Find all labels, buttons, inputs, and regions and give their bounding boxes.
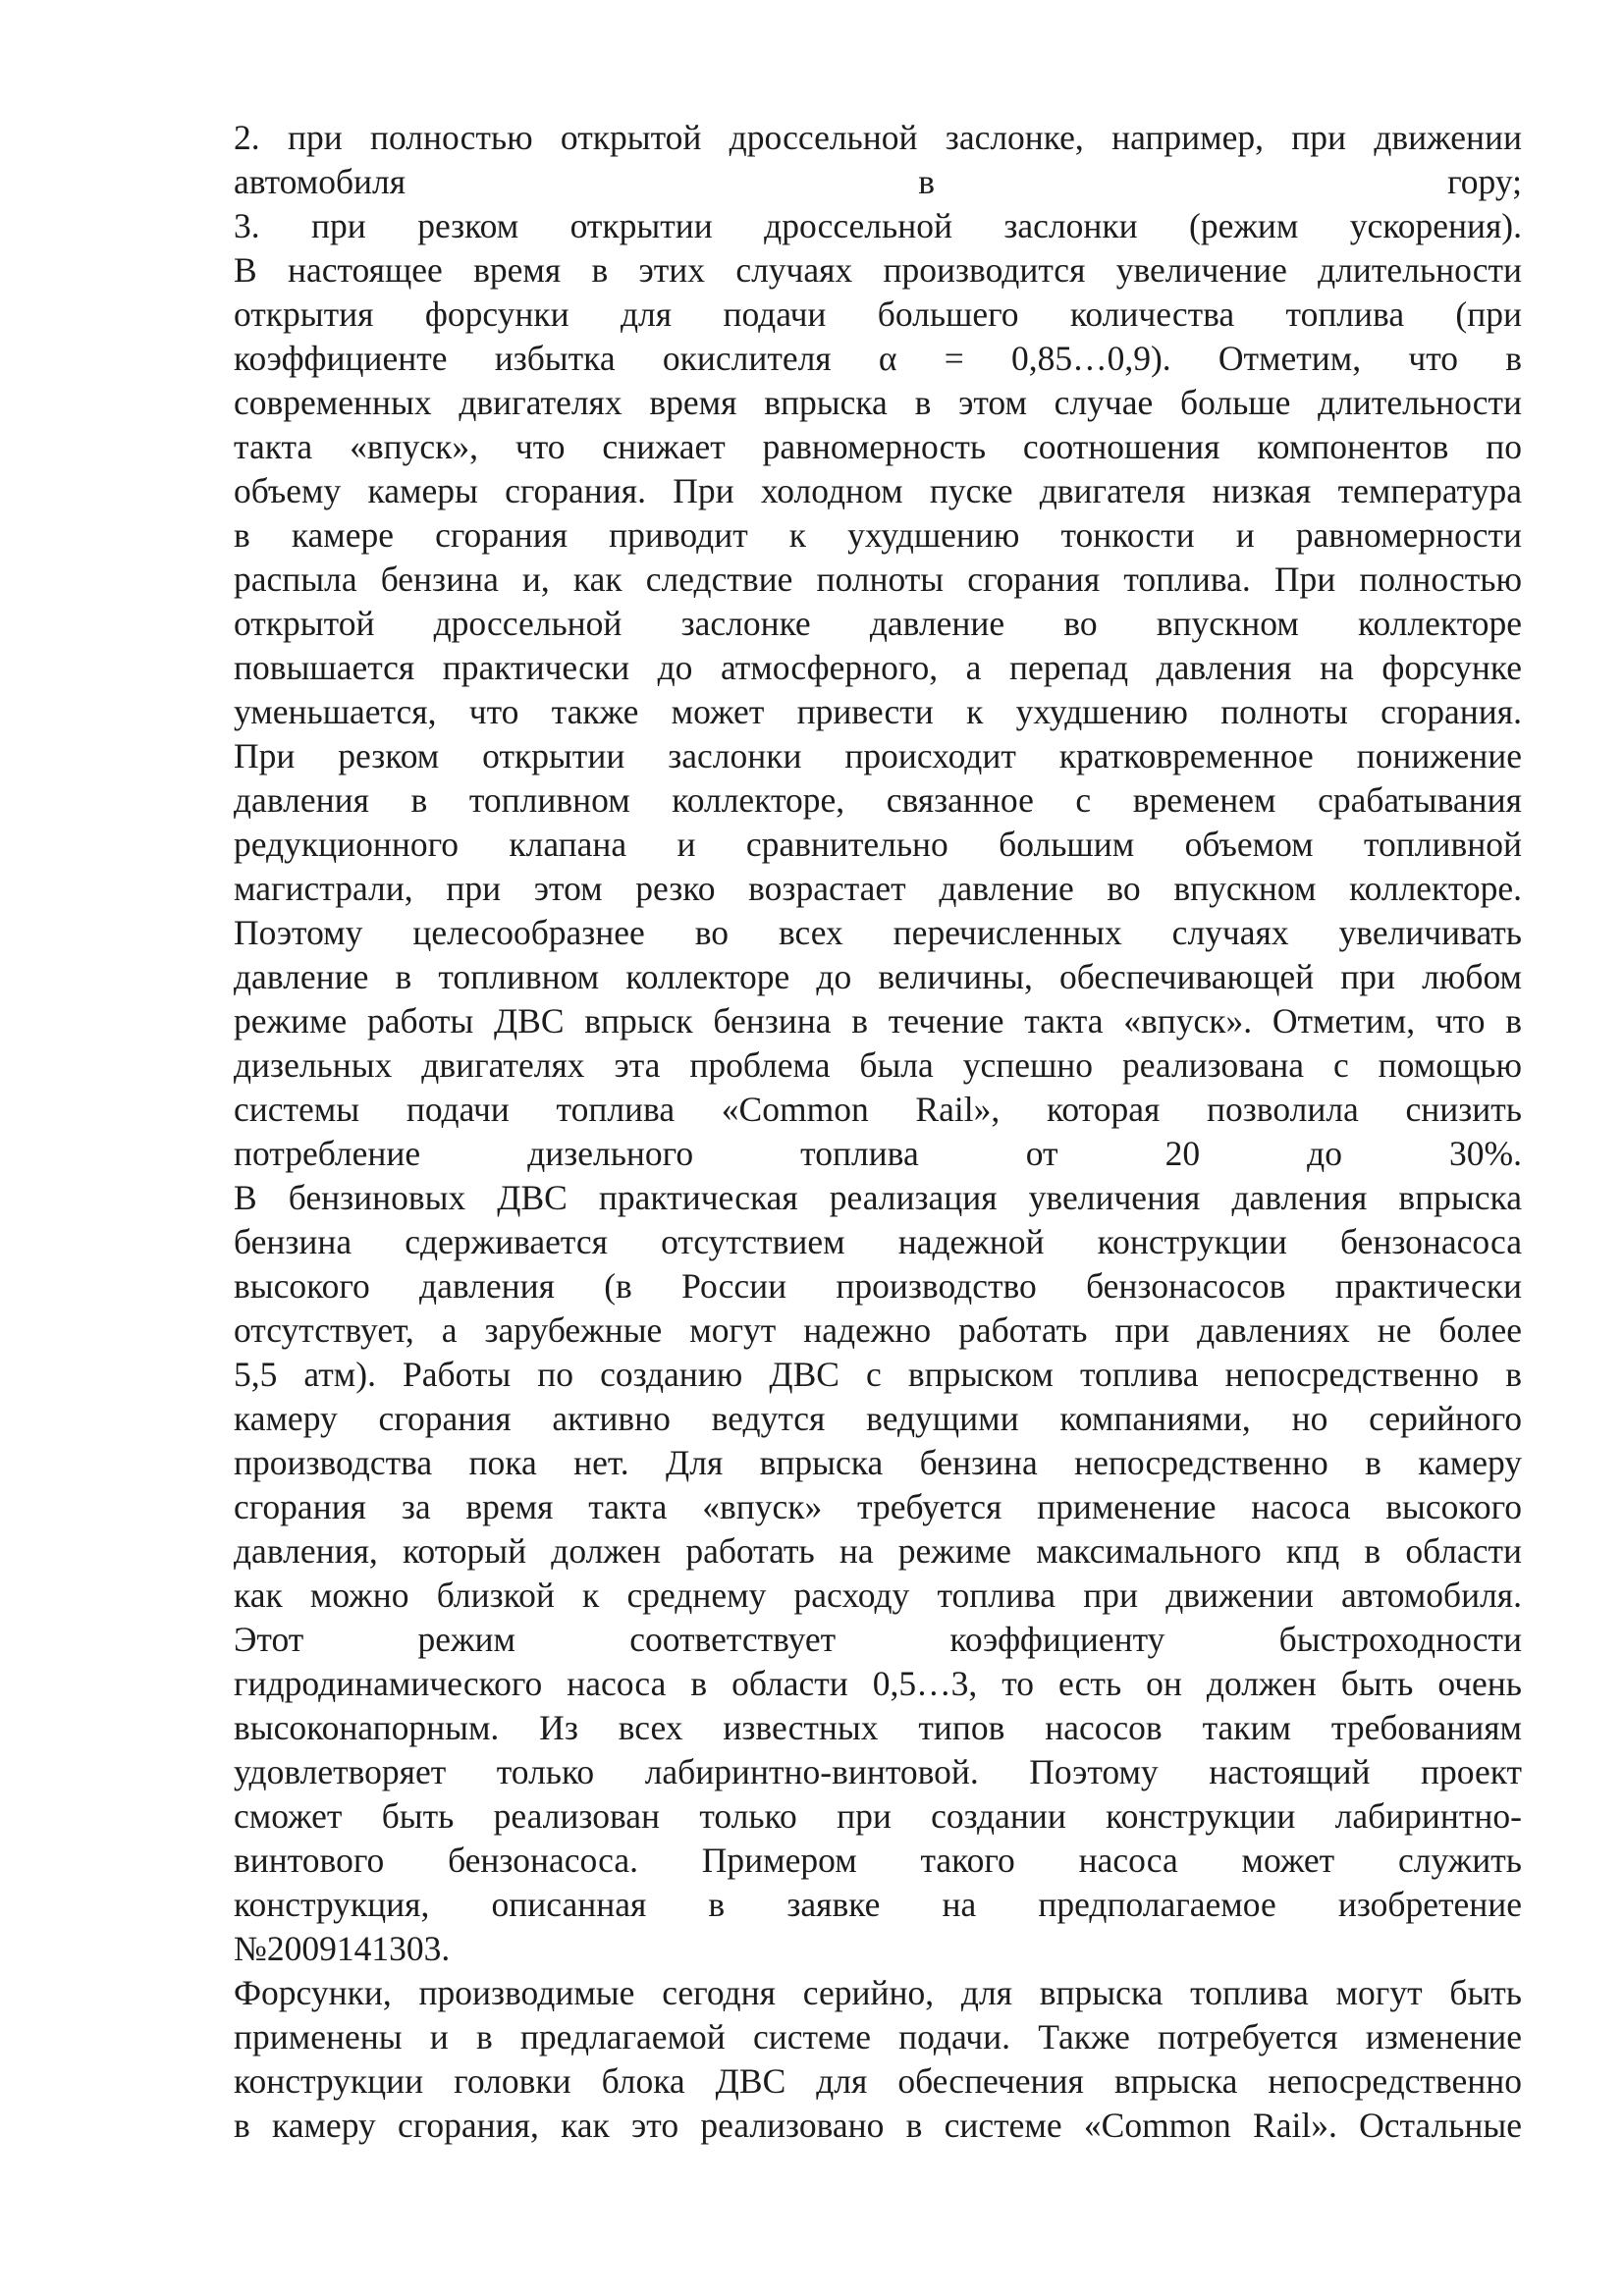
text-line: Поэтому целесообразнее во всех перечисленных случаях увеличивать — [234, 913, 1522, 952]
text-line: гидродинамического насоса в области 0,5…3, то есть он должен быть очень — [234, 1664, 1522, 1703]
text-line: высоконапорным. Из всех известных типов насосов таким требованиям — [234, 1708, 1522, 1747]
text-line: такта «впуск», что снижает равномерность соотношения компонентов по — [234, 427, 1522, 466]
text-line: давления, который должен работать на режиме максимального кпд в области — [234, 1531, 1522, 1571]
text-line: в камере сгорания приводит к ухудшению тонкости и равномерности — [234, 515, 1522, 555]
text-line: как можно близкой к среднему расходу топлива при движении автомобиля. — [234, 1575, 1522, 1615]
text-line: открытия форсунки для подачи большего количества топлива (при — [234, 294, 1522, 334]
text-line: распыла бензина и, как следствие полноты сгорания топлива. При полностью — [234, 560, 1522, 599]
text-line: системы подачи топлива «Common Rail», которая позволила снизить — [234, 1090, 1522, 1129]
text-line: сгорания за время такта «впуск» требуется применение насоса высокого — [234, 1487, 1522, 1526]
text-line: режиме работы ДВС впрыск бензина в течение такта «впуск». Отметим, что в — [234, 1001, 1522, 1041]
text-line: конструкция, описанная в заявке на предполагаемое изобретение — [234, 1885, 1522, 1924]
text-line: конструкции головки блока ДВС для обеспечения впрыска непосредственно — [234, 2061, 1522, 2101]
text-line: №2009141303. — [234, 1929, 451, 1968]
text-line: винтового бензонасоса. Примером такого насоса может служить — [234, 1841, 1522, 1880]
text-line: в камеру сгорания, как это реализовано в системе «Common Rail». Остальные — [234, 2106, 1522, 2145]
text-line: коэффициенте избытка окислителя α = 0,85…0,9). Отметим, что в — [234, 339, 1522, 378]
text-line: дизельных двигателях эта проблема была успешно реализована с помощью — [234, 1045, 1522, 1085]
text-line: В настоящее время в этих случаях производится увеличение длительности — [234, 250, 1522, 290]
text-line: открытой дроссельной заслонке давление во впускном коллекторе — [234, 604, 1522, 643]
text-line: редукционного клапана и сравнительно большим объемом топливной — [234, 825, 1522, 864]
text-line: магистрали, при этом резко возрастает давление во впускном коллекторе. — [234, 869, 1522, 908]
text-line: 3. при резком открытии дроссельной заслонки (режим ускорения). — [234, 206, 1522, 245]
text-line: сможет быть реализован только при создании конструкции лабиринтно- — [234, 1796, 1522, 1836]
text-line: высокого давления (в России производство бензонасосов практически — [234, 1266, 1522, 1306]
text-line: современных двигателях время впрыска в этом случае больше длительности — [234, 383, 1522, 422]
text-line: повышается практически до атмосферного, а перепад давления на форсунке — [234, 648, 1522, 687]
text-line: автомобиля в гору; — [234, 162, 1522, 201]
text-line: камеру сгорания активно ведутся ведущими компаниями, но серийного — [234, 1399, 1522, 1438]
document-body — [234, 116, 1522, 2148]
text-line: давления в топливном коллекторе, связанное с временем срабатывания — [234, 780, 1522, 820]
text-line: бензина сдерживается отсутствием надежной конструкции бензонасоса — [234, 1222, 1522, 1261]
text-line: давление в топливном коллекторе до величины, обеспечивающей при любом — [234, 957, 1522, 996]
text-line: удовлетворяет только лабиринтно-винтовой. Поэтому настоящий проект — [234, 1752, 1522, 1791]
text-line: производства пока нет. Для впрыска бензина непосредственно в камеру — [234, 1443, 1522, 1482]
text-line: Форсунки, производимые сегодня серийно, для впрыска топлива могут быть — [234, 1973, 1522, 2012]
text-line: отсутствует, а зарубежные могут надежно работать при давлениях не более — [234, 1310, 1522, 1350]
text-line: Этот режим соответствует коэффициенту быстроходности — [234, 1620, 1522, 1659]
text-line: 5,5 атм). Работы по созданию ДВС с впрыском топлива непосредственно в — [234, 1355, 1522, 1394]
text-line: объему камеры сгорания. При холодном пуске двигателя низкая температура — [234, 471, 1522, 510]
text-line: уменьшается, что также может привести к ухудшению полноты сгорания. — [234, 692, 1522, 731]
text-line: В бензиновых ДВС практическая реализация увеличения давления впрыска — [234, 1178, 1522, 1217]
text-line: потребление дизельного топлива от 20 до 30%. — [234, 1134, 1522, 1173]
text-line: При резком открытии заслонки происходит кратковременное понижение — [234, 736, 1522, 775]
text-line: 2. при полностью открытой дроссельной заслонке, например, при движении — [234, 118, 1522, 157]
text-line: применены и в предлагаемой системе подачи. Также потребуется изменение — [234, 2017, 1522, 2056]
